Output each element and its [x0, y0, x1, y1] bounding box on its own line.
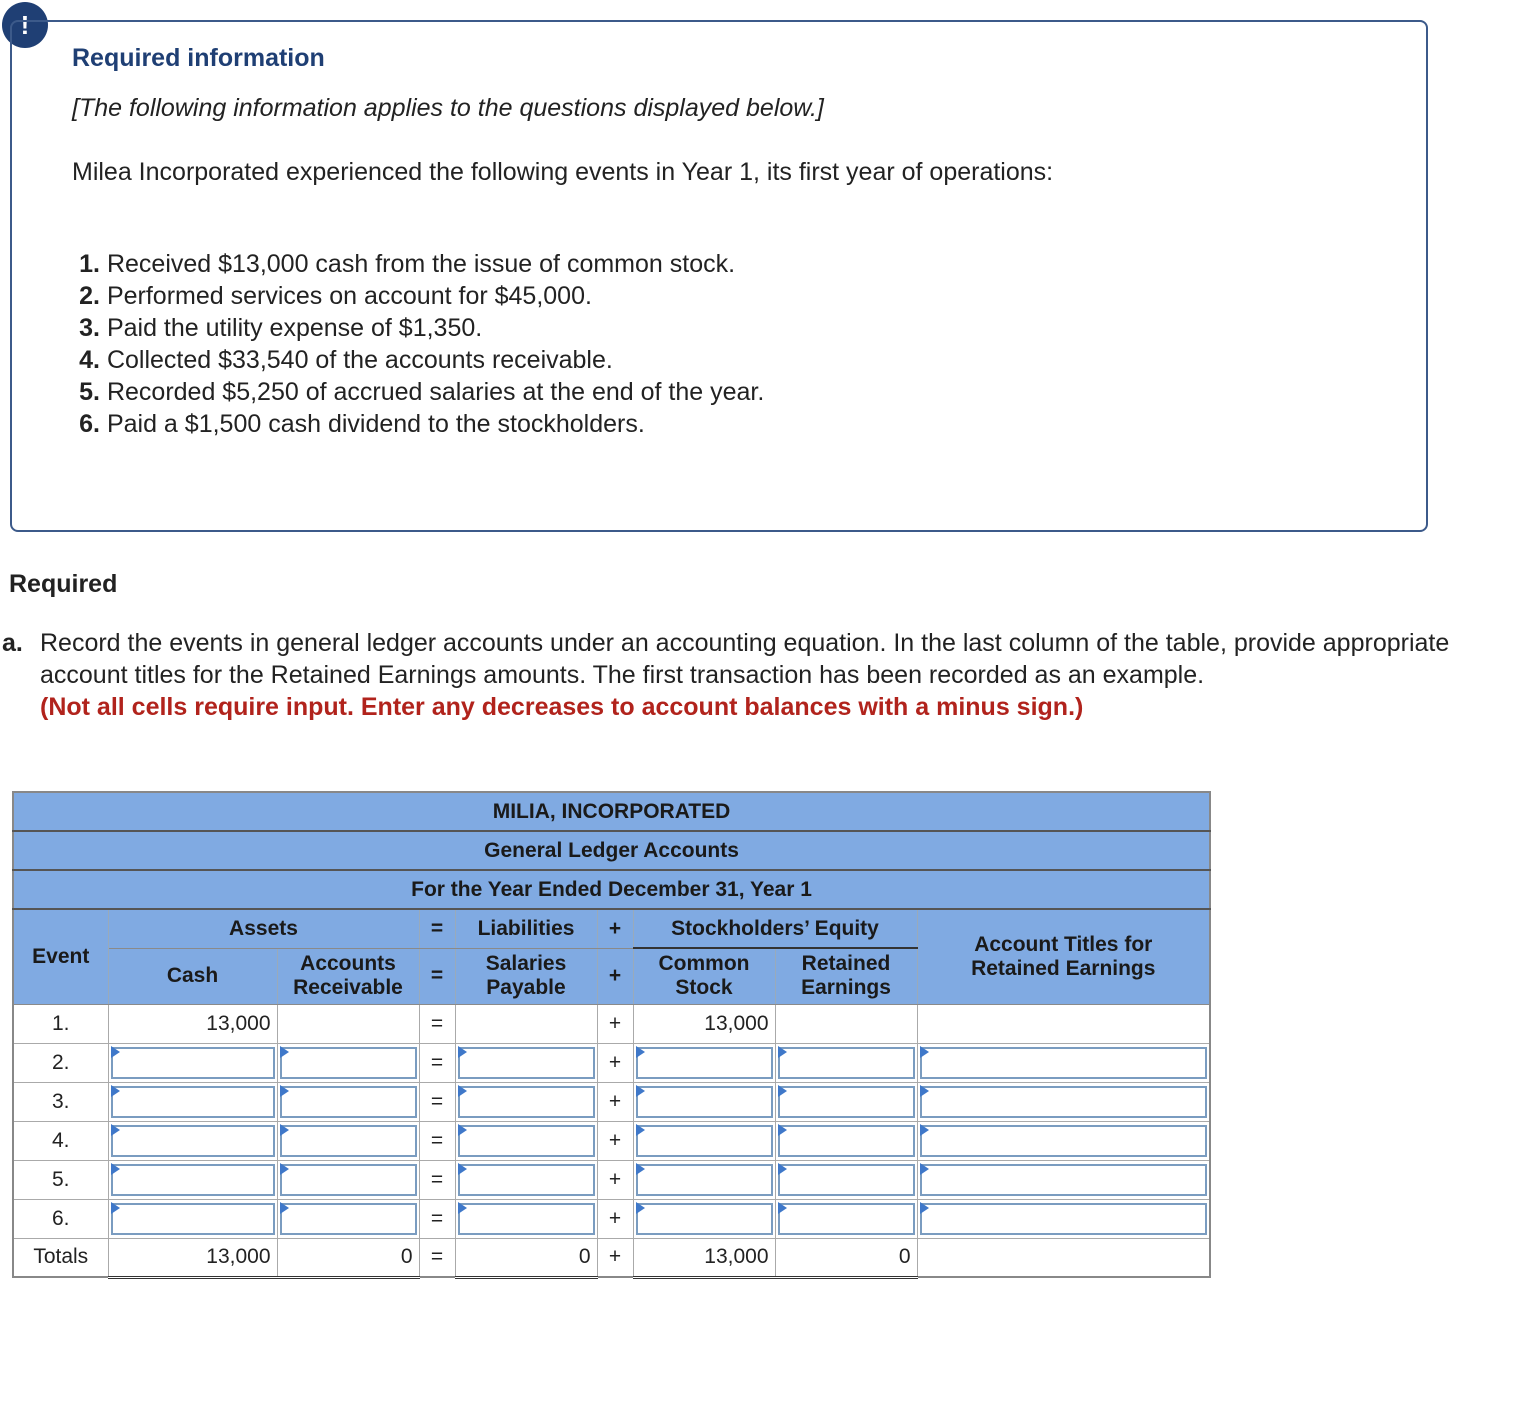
- salaries-payable-value: [455, 1004, 597, 1043]
- table-period: For the Year Ended December 31, Year 1: [13, 870, 1210, 909]
- col-ar-header: Accounts Receivable: [277, 948, 419, 1004]
- table-row: [13, 1004, 1210, 1043]
- general-ledger-table: [12, 791, 1211, 1279]
- cash-total: 13,000: [108, 1238, 277, 1277]
- common-stock-input[interactable]: [633, 1043, 775, 1082]
- account-title-value: [917, 1004, 1210, 1043]
- salaries-payable-input[interactable]: [455, 1199, 597, 1238]
- cash-input[interactable]: [108, 1121, 277, 1160]
- common-stock-input[interactable]: [633, 1082, 775, 1121]
- event-label: 6.: [13, 1199, 108, 1238]
- table-row: [13, 1199, 1210, 1238]
- event-label: 4.: [13, 1121, 108, 1160]
- list-item: 6. Paid a $1,500 cash dividend to the stockholders.: [79, 410, 645, 438]
- list-item: 3. Paid the utility expense of $1,350.: [79, 314, 483, 342]
- ar-value: [277, 1004, 419, 1043]
- equals-sign: =: [419, 1199, 455, 1238]
- cash-input[interactable]: [108, 1199, 277, 1238]
- event-label: 3.: [13, 1082, 108, 1121]
- totals-label: Totals: [13, 1238, 108, 1277]
- list-item: 2. Performed services on account for $45,000.: [79, 282, 592, 310]
- required-instructions: [2, 627, 1492, 723]
- ar-input[interactable]: [277, 1043, 419, 1082]
- instruction-text: Record the events in general ledger accounts under an accounting equation. In the last column of the table, provide appropriate account titles for the Retained Earnings amounts. The first transaction has been recorded as an example.: [40, 629, 1450, 689]
- info-note: [The following information applies to the questions displayed below.]: [72, 94, 824, 122]
- group-liabilities-header: Liabilities: [455, 909, 597, 948]
- account-title-input[interactable]: [917, 1121, 1210, 1160]
- salaries-payable-input[interactable]: [455, 1121, 597, 1160]
- table-subtitle: General Ledger Accounts: [13, 831, 1210, 870]
- table-title: MILIA, INCORPORATED: [13, 792, 1210, 831]
- ar-input[interactable]: [277, 1199, 419, 1238]
- retained-earnings-input[interactable]: [775, 1160, 917, 1199]
- event-list: [62, 248, 764, 440]
- col-cash-header: Cash: [108, 948, 277, 1004]
- instruction-emphasis: (Not all cells require input. Enter any decreases to account balances with a minus sign.): [40, 693, 1084, 721]
- plus-sign: +: [597, 1238, 633, 1277]
- totals-row: [13, 1238, 1210, 1277]
- common-stock-input[interactable]: [633, 1121, 775, 1160]
- required-heading: Required: [9, 570, 118, 598]
- cash-input[interactable]: [108, 1082, 277, 1121]
- salaries-payable-input[interactable]: [455, 1160, 597, 1199]
- part-letter: a.: [2, 629, 23, 657]
- col-event-header: Event: [13, 909, 108, 1004]
- list-item: 1. Received $13,000 cash from the issue of common stock.: [79, 250, 736, 278]
- equals-sign: =: [419, 1004, 455, 1043]
- equals-sign: =: [419, 1043, 455, 1082]
- common-stock-total: 13,000: [633, 1238, 775, 1277]
- retained-earnings-value: [775, 1004, 917, 1043]
- equals-sign: =: [419, 948, 455, 1004]
- plus-sign: +: [597, 1121, 633, 1160]
- retained-earnings-total: 0: [775, 1238, 917, 1277]
- group-assets-header: Assets: [108, 909, 419, 948]
- ar-total: 0: [277, 1238, 419, 1277]
- plus-sign: +: [597, 1082, 633, 1121]
- col-account-titles-header: Account Titles for Retained Earnings: [917, 909, 1210, 1004]
- cash-input[interactable]: [108, 1043, 277, 1082]
- salaries-payable-input[interactable]: [455, 1043, 597, 1082]
- plus-sign: +: [597, 909, 633, 948]
- info-title: Required information: [72, 44, 325, 72]
- salaries-payable-total: 0: [455, 1238, 597, 1277]
- common-stock-value: 13,000: [633, 1004, 775, 1043]
- equals-sign: =: [419, 1160, 455, 1199]
- col-retained-earnings-header: Retained Earnings: [775, 948, 917, 1004]
- account-title-input[interactable]: [917, 1043, 1210, 1082]
- list-item: 5. Recorded $5,250 of accrued salaries at the end of the year.: [79, 378, 765, 406]
- equals-sign: =: [419, 1082, 455, 1121]
- common-stock-input[interactable]: [633, 1199, 775, 1238]
- event-label: 2.: [13, 1043, 108, 1082]
- plus-sign: +: [597, 1004, 633, 1043]
- info-intro: Milea Incorporated experienced the following events in Year 1, its first year of operations:: [72, 158, 1054, 186]
- account-title-total: [917, 1238, 1210, 1277]
- table-row: [13, 1160, 1210, 1199]
- cash-input[interactable]: [108, 1160, 277, 1199]
- account-title-input[interactable]: [917, 1199, 1210, 1238]
- retained-earnings-input[interactable]: [775, 1199, 917, 1238]
- retained-earnings-input[interactable]: [775, 1121, 917, 1160]
- equals-sign: =: [419, 1121, 455, 1160]
- table-row: [13, 1082, 1210, 1121]
- retained-earnings-input[interactable]: [775, 1043, 917, 1082]
- ar-input[interactable]: [277, 1160, 419, 1199]
- list-item: 4. Collected $33,540 of the accounts receivable.: [79, 346, 613, 374]
- ar-input[interactable]: [277, 1121, 419, 1160]
- cash-value: 13,000: [108, 1004, 277, 1043]
- account-title-input[interactable]: [917, 1082, 1210, 1121]
- plus-sign: +: [597, 1043, 633, 1082]
- equals-sign: =: [419, 909, 455, 948]
- plus-sign: +: [597, 948, 633, 1004]
- salaries-payable-input[interactable]: [455, 1082, 597, 1121]
- plus-sign: +: [597, 1199, 633, 1238]
- col-common-stock-header: Common Stock: [633, 948, 775, 1004]
- event-label: 5.: [13, 1160, 108, 1199]
- group-equity-header: Stockholders’ Equity: [633, 909, 917, 948]
- account-title-input[interactable]: [917, 1160, 1210, 1199]
- ar-input[interactable]: [277, 1082, 419, 1121]
- equals-sign: =: [419, 1238, 455, 1277]
- retained-earnings-input[interactable]: [775, 1082, 917, 1121]
- alert-icon: !: [2, 2, 48, 48]
- table-row: [13, 1121, 1210, 1160]
- col-salaries-payable-header: Salaries Payable: [455, 948, 597, 1004]
- table-row: [13, 1043, 1210, 1082]
- common-stock-input[interactable]: [633, 1160, 775, 1199]
- plus-sign: +: [597, 1160, 633, 1199]
- event-label: 1.: [13, 1004, 108, 1043]
